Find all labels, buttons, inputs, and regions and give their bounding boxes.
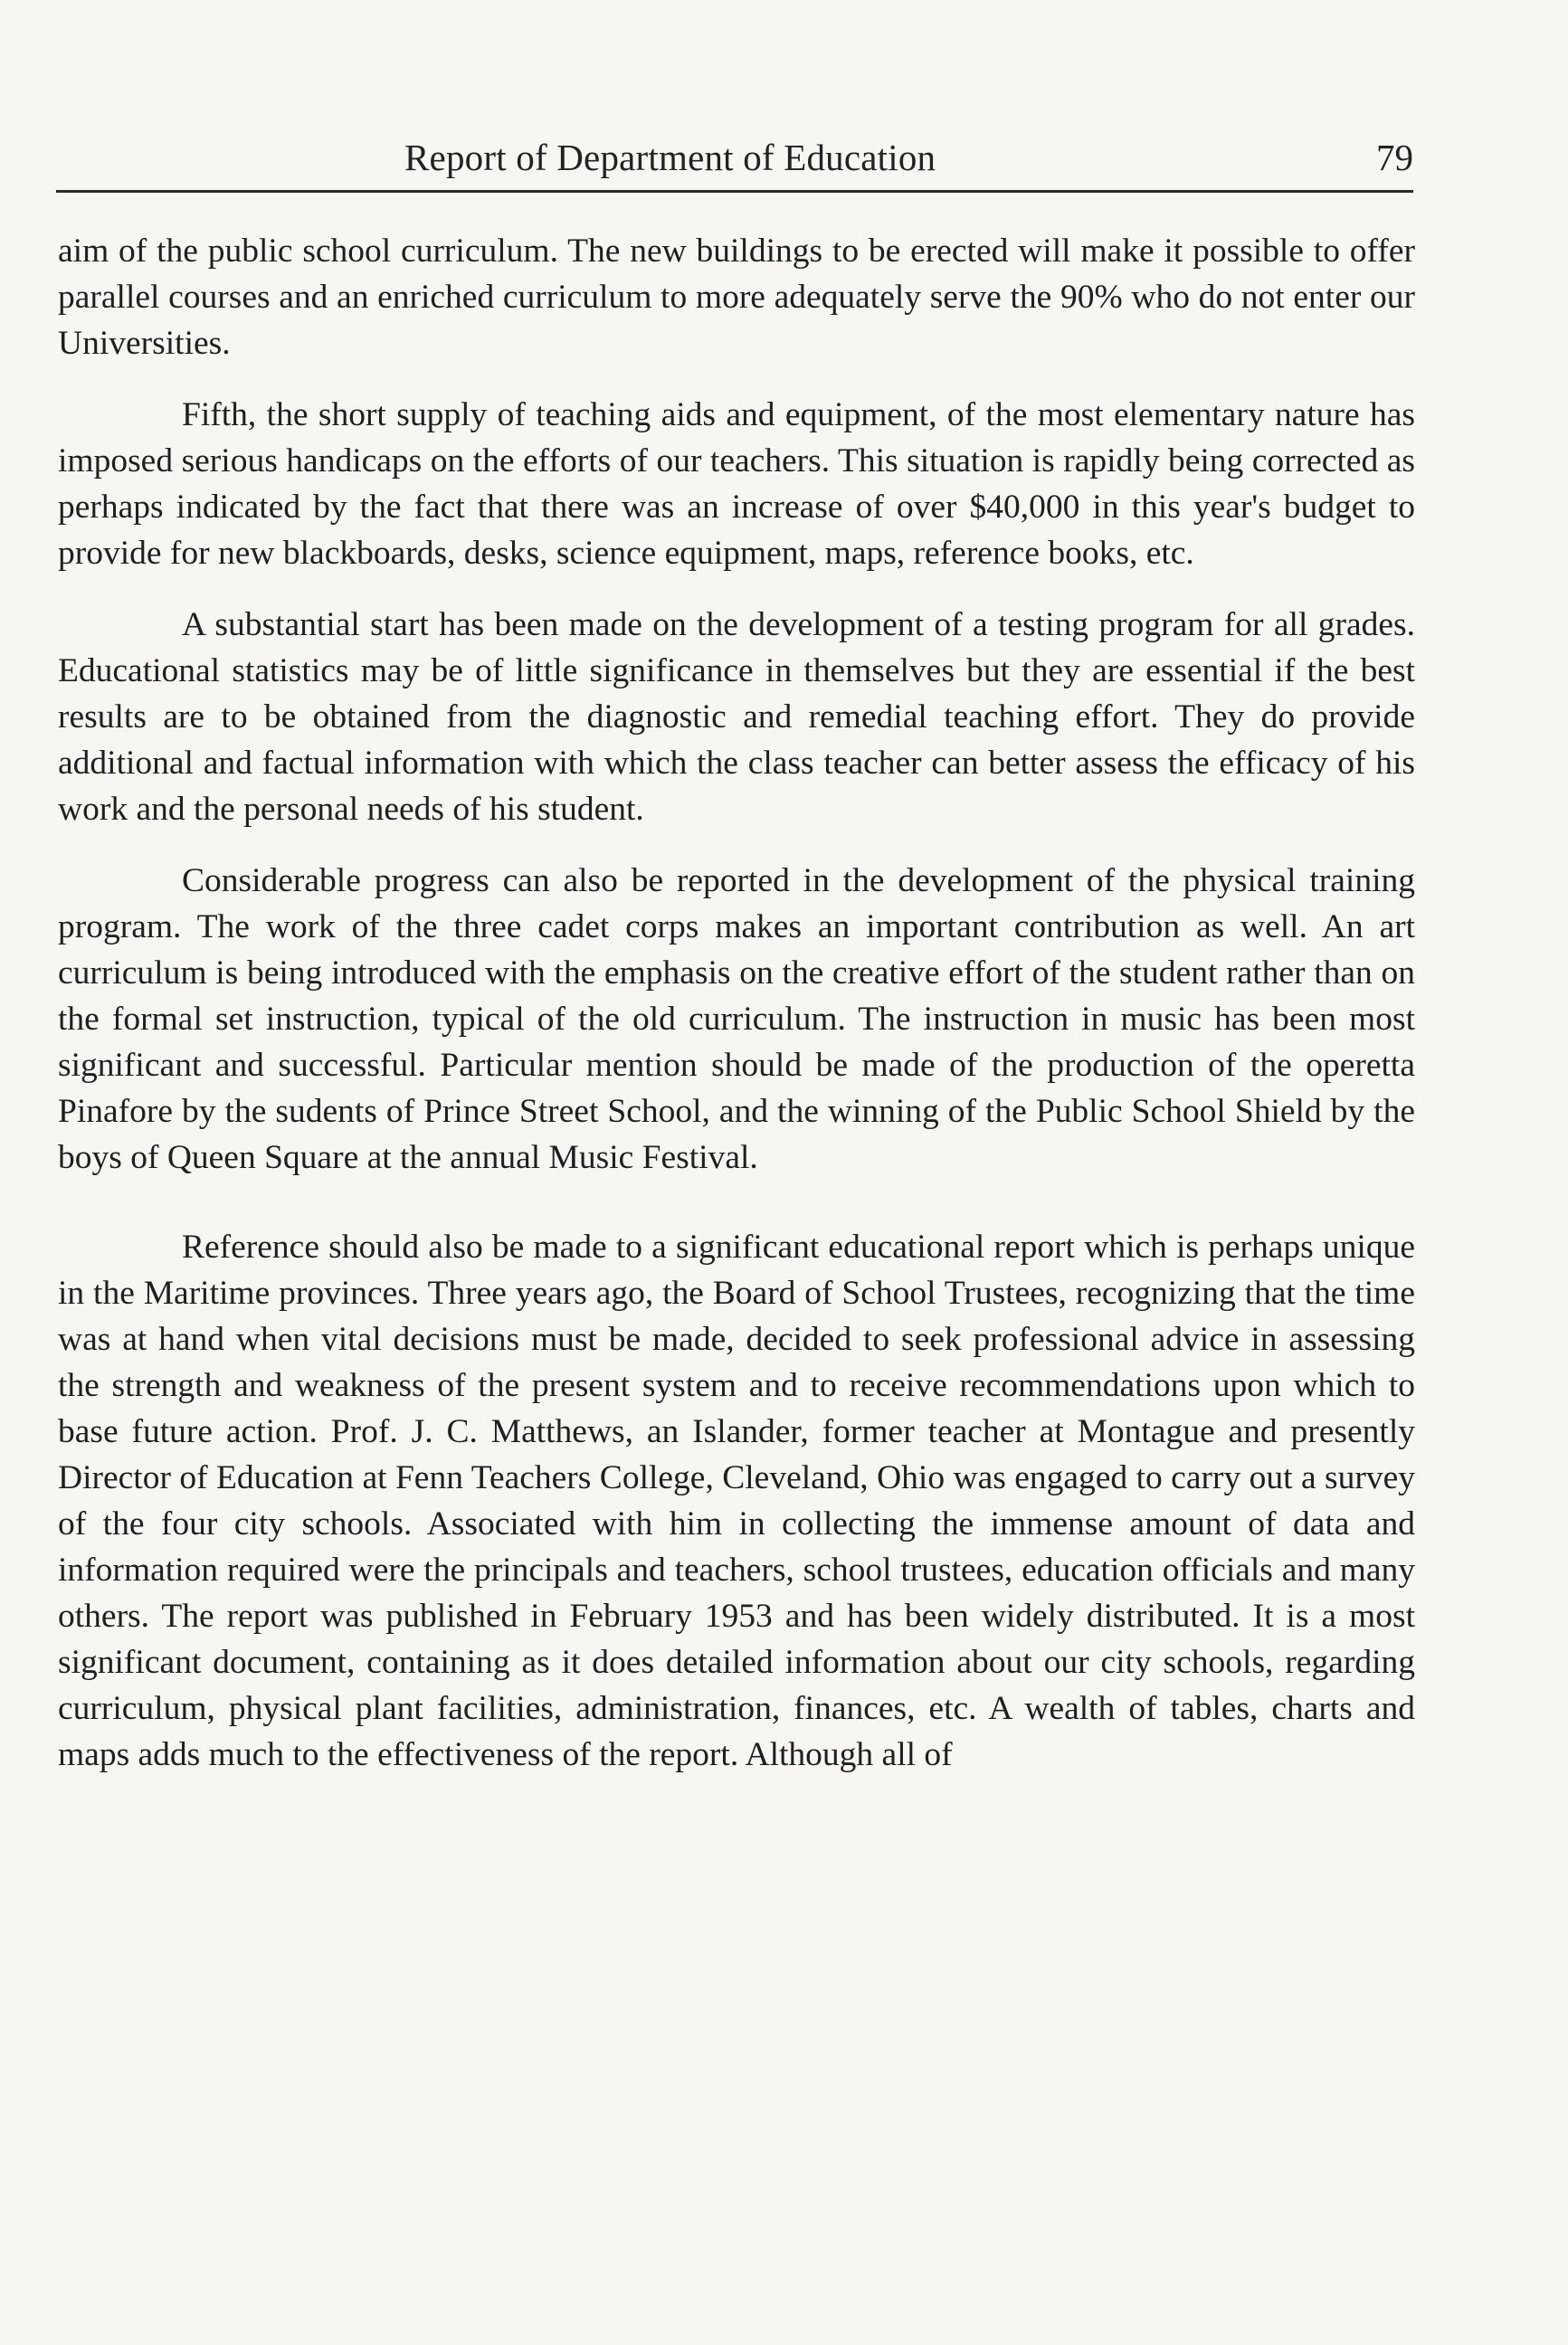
running-header <box>56 136 1413 193</box>
paragraph-4: Considerable progress can also be reported in the development of the physical training program. The work of the three cadet corps makes an important contribution as well. An art curriculum is being introduced with the emphasis on the creative effort of the student rather than on the formal set instruction, typical of the old curriculum. The instruction in music has been most significant and successful. Particular mention should be made of the production of the operetta Pinafore by the sudents of Prince Street School, and the winning of the Public School Shield by the boys of Queen Square at the annual Music Festival. <box>58 862 1415 1176</box>
paragraph-3: A substantial start has been made on the development of a testing program for all grades. Educational statistics may be of little significance in themselves but they are essential if the best results are to be obtained from the diagnostic and remedial teaching effort. They do provide additional and factual information with which the class teacher can better assess the efficacy of his work and the personal needs of his student. <box>58 606 1415 828</box>
page-number: 79 <box>1376 137 1413 178</box>
running-header-title: Report of Department of Education <box>404 137 936 178</box>
body-text <box>58 228 1415 1778</box>
paragraph-2: Fifth, the short supply of teaching aids and equipment, of the most elementary nature has imposed serious handicaps on the efforts of our teachers. This situation is rapidly being corrected as perhaps indicated by the fact that there was an increase of over $40,000 in this year's budget to provide for new blackboards, desks, science equipment, maps, reference books, etc. <box>58 396 1415 572</box>
paragraph-5: Reference should also be made to a significant educational report which is perhaps unique in the Maritime provinces. Three years ago, the Board of School Trustees, recognizing that the time was at hand when vital decisions must be made, decided to seek professional advice in assessing the strength and weakness of the present system and to receive recommendations upon which to base future action. Prof. J. C. Matthews, an Islander, former teacher at Montague and presently Director of Education at Fenn Teachers College, Cleveland, Ohio was engaged to carry out a survey of the four city schools. Associated with him in collecting the immense amount of data and information required were the principals and teachers, school trustees, education officials and many others. The report was published in February 1953 and has been widely distributed. It is a most significant document, containing as it does detailed information about our city schools, regarding curriculum, physical plant facilities, administration, finances, etc. A wealth of tables, charts and maps adds much to the effectiveness of the report. Although all of <box>58 1229 1415 1773</box>
paragraph-1: aim of the public school curriculum. The new buildings to be erected will make it possible to offer parallel courses and an enriched curriculum to more adequately serve the 90% who do not enter our Universities. <box>58 233 1415 362</box>
